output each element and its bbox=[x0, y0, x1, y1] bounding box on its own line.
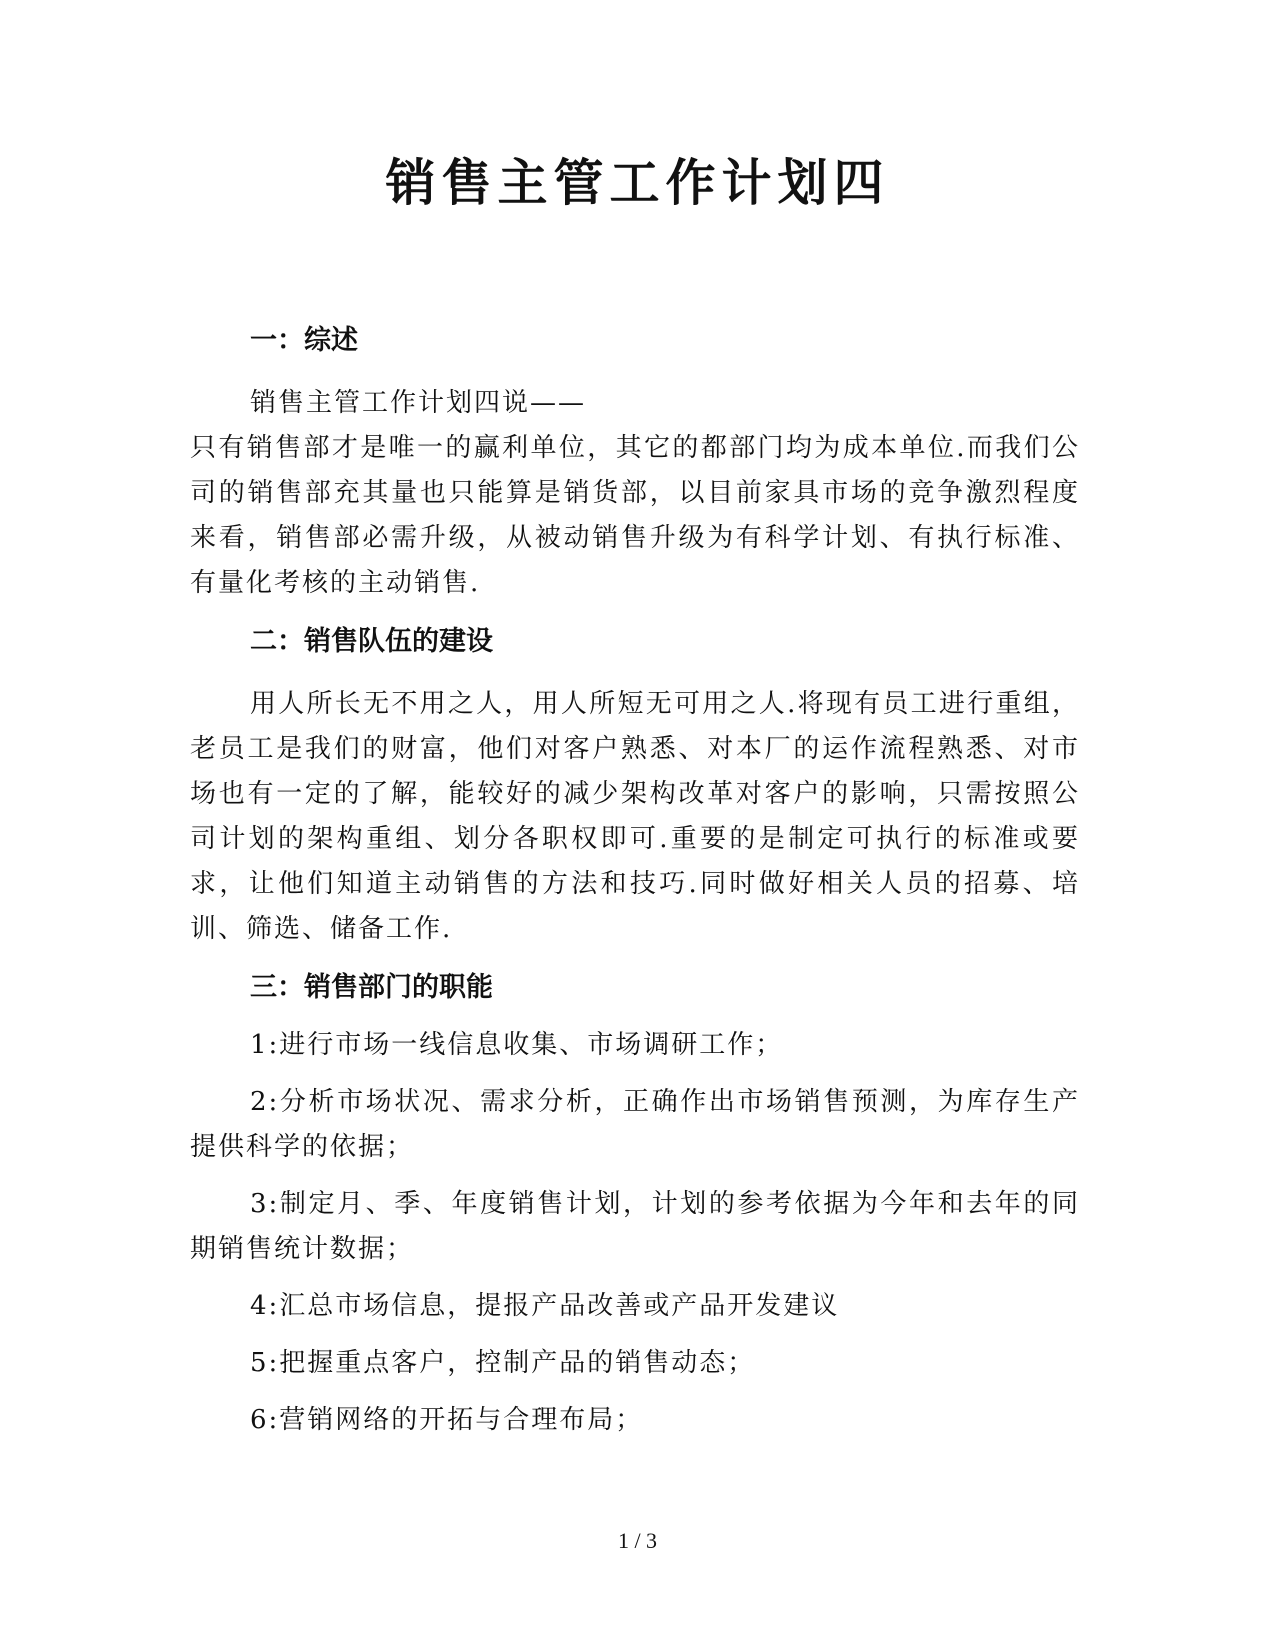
list-item: 4:汇总市场信息，提报产品改善或产品开发建议 bbox=[250, 1291, 840, 1321]
list-item: 1:进行市场一线信息收集、市场调研工作； bbox=[250, 1030, 784, 1060]
page-number: 1 / 3 bbox=[617, 1528, 658, 1553]
list-item: 2:分析市场状况、需求分析，正确作出市场销售预测，为库存生产提供科学的依据； bbox=[190, 1087, 1080, 1162]
list-item: 6:营销网络的开拓与合理布局； bbox=[250, 1405, 644, 1435]
section-heading-team: 二：销售队伍的建设 bbox=[250, 626, 493, 657]
section-heading-functions: 三：销售部门的职能 bbox=[250, 972, 493, 1003]
list-item: 5:把握重点客户，控制产品的销售动态； bbox=[250, 1348, 756, 1378]
paragraph-intro-body: 只有销售部才是唯一的赢利单位，其它的都部门均为成本单位.而我们公司的销售部充其量也只能算是销货部，以目前家具市场的竞争激烈程度来看，销售部必需升级，从被动销售升级为有科学计划、有执行标准、有量化考核的主动销售. bbox=[190, 433, 1080, 598]
functions-list bbox=[190, 1023, 1080, 1443]
document-body bbox=[190, 318, 1080, 1443]
list-item: 3:制定月、季、年度销售计划，计划的参考依据为今年和去年的同期销售统计数据； bbox=[190, 1189, 1080, 1264]
section-heading-overview: 一：综述 bbox=[250, 325, 358, 356]
paragraph-team-body: 用人所长无不用之人，用人所短无可用之人.将现有员工进行重组，老员工是我们的财富，他们对客户熟悉、对本厂的运作流程熟悉、对市场也有一定的了解，能较好的减少架构改革对客户的影响，只需按照公司计划的架构重组、划分各职权即可.重要的是制定可执行的标准或要求，让他们知道主动销售的方法和技巧.同时做好相关人员的招募、培训、筛选、储备工作. bbox=[190, 689, 1080, 944]
document-title: 销售主管工作计划四 bbox=[385, 154, 890, 212]
paragraph-intro-lead: 销售主管工作计划四说—— bbox=[250, 388, 587, 418]
